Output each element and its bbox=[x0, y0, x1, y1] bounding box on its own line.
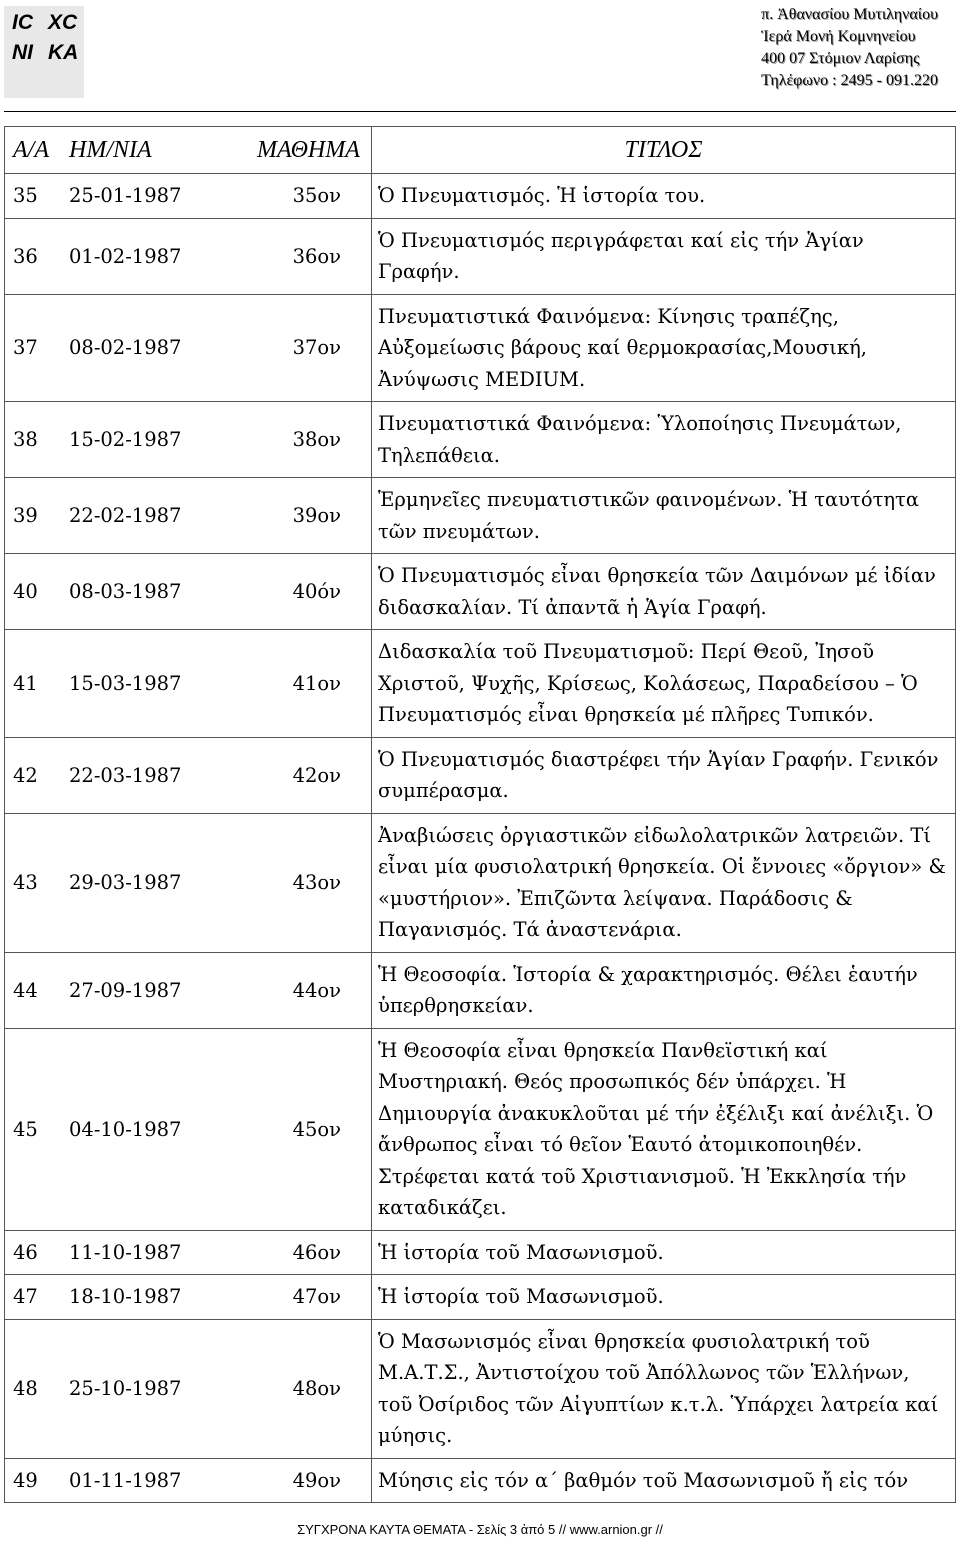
row-date: 22-03-1987 bbox=[55, 737, 197, 813]
row-lesson: 46ον bbox=[197, 1230, 372, 1275]
row-lesson: 42ον bbox=[197, 737, 372, 813]
header-lesson: ΜΑΘΗΜΑ bbox=[197, 127, 372, 174]
row-title: Ἡ ἱστορία τοῦ Μασωνισμοῦ. bbox=[372, 1275, 956, 1320]
row-title: Πνευματιστικά Φαινόμενα: Κίνησις τραπέζης, Αὐξομείωσις βάρους καί θερμοκρασίας,Μουσική, Ἀνύψωσις MEDIUM. bbox=[372, 294, 956, 402]
row-lesson: 39ον bbox=[197, 478, 372, 554]
header-title: ΤΙΤΛΟΣ bbox=[372, 127, 956, 174]
row-date: 08-03-1987 bbox=[55, 554, 197, 630]
row-title: Διδασκαλία τοῦ Πνευματισμοῦ: Περί Θεοῦ, Ἰησοῦ Χριστοῦ, Ψυχῆς, Κρίσεως, Κολάσεως, Παραδείσου – Ὁ Πνευματισμός εἶναι θρησκεία μέ πλῆρες Τυπικόν. bbox=[372, 630, 956, 738]
row-title: Ὁ Μασωνισμός εἶναι θρησκεία φυσιολατρική τοῦ Μ.Α.Τ.Σ., Ἀντιστοίχου τοῦ Ἀπόλλωνος τῶν Ἑλλήνων, τοῦ Ὀσίριδος τῶν Αἰγυπτίων κ.τ.λ. Ὑπάρχει λατρεία καί μύησις. bbox=[372, 1319, 956, 1458]
row-date: 01-02-1987 bbox=[55, 218, 197, 294]
row-date: 04-10-1987 bbox=[55, 1028, 197, 1230]
monastery-address bbox=[761, 4, 938, 92]
row-lesson: 49ον bbox=[197, 1458, 372, 1503]
row-title: Ὁ Πνευματισμός εἶναι θρησκεία τῶν Δαιμόνων μέ ἰδίαν διδασκαλίαν. Τί ἀπαντᾶ ἡ Ἁγία Γραφή. bbox=[372, 554, 956, 630]
row-title: Ἑρμηνεῖες πνευματιστικῶν φαινομένων. Ἡ ταυτότητα τῶν πνευμάτων. bbox=[372, 478, 956, 554]
row-date: 29-03-1987 bbox=[55, 813, 197, 952]
row-lesson: 41ον bbox=[197, 630, 372, 738]
row-date: 15-02-1987 bbox=[55, 402, 197, 478]
table-row bbox=[5, 174, 956, 219]
row-number: 42 bbox=[5, 737, 56, 813]
row-date: 25-01-1987 bbox=[55, 174, 197, 219]
ic-xc-ni-ka-logo bbox=[4, 6, 84, 98]
logo-text-bl: NI bbox=[12, 41, 33, 64]
table-row bbox=[5, 630, 956, 738]
row-title: Ἡ ἱστορία τοῦ Μασωνισμοῦ. bbox=[372, 1230, 956, 1275]
row-number: 47 bbox=[5, 1275, 56, 1320]
row-number: 49 bbox=[5, 1458, 56, 1503]
table-row bbox=[5, 1230, 956, 1275]
header-aa: Α/Α bbox=[5, 127, 56, 174]
address-line: 400 07 Στόμιον Λαρίσης bbox=[761, 50, 920, 67]
row-lesson: 35ον bbox=[197, 174, 372, 219]
address-line: Τηλέφωνο : 2495 - 091.220 bbox=[761, 72, 938, 89]
table-row bbox=[5, 554, 956, 630]
logo-text-tl: IC bbox=[12, 11, 33, 34]
table-row bbox=[5, 294, 956, 402]
header-divider bbox=[4, 111, 956, 112]
lessons-table bbox=[4, 126, 956, 1503]
row-number: 45 bbox=[5, 1028, 56, 1230]
row-lesson: 38ον bbox=[197, 402, 372, 478]
row-lesson: 47ον bbox=[197, 1275, 372, 1320]
row-lesson: 36ον bbox=[197, 218, 372, 294]
row-title: Ἀναβιώσεις ὀργιαστικῶν εἰδωλολατρικῶν λατρειῶν. Τί εἶναι μία φυσιολατρική θρησκεία. Οἱ ἔννοιες «ὄργιον» & «μυστήριον». Ἐπιζῶντα λείψανα. Παράδοσις & Παγανισμός. Τά ἀναστενάρια. bbox=[372, 813, 956, 952]
row-number: 44 bbox=[5, 952, 56, 1028]
row-title: Ὁ Πνευματισμός διαστρέφει τήν Ἁγίαν Γραφήν. Γενικόν συμπέρασμα. bbox=[372, 737, 956, 813]
table-row bbox=[5, 402, 956, 478]
table-row bbox=[5, 478, 956, 554]
row-date: 27-09-1987 bbox=[55, 952, 197, 1028]
table-row bbox=[5, 1275, 956, 1320]
row-lesson: 44ον bbox=[197, 952, 372, 1028]
row-lesson: 45ον bbox=[197, 1028, 372, 1230]
row-number: 48 bbox=[5, 1319, 56, 1458]
table-row bbox=[5, 737, 956, 813]
row-title: Ὁ Πνευματισμός περιγράφεται καί εἰς τήν Ἁγίαν Γραφήν. bbox=[372, 218, 956, 294]
row-number: 46 bbox=[5, 1230, 56, 1275]
address-line: Ἱερά Μονή Κομνηνείου bbox=[761, 28, 916, 45]
row-lesson: 37ον bbox=[197, 294, 372, 402]
row-title: Μύησις εἰς τόν α΄ βαθμόν τοῦ Μασωνισμοῦ ἤ εἰς τόν bbox=[372, 1458, 956, 1503]
row-lesson: 40όν bbox=[197, 554, 372, 630]
row-title: Ὁ Πνευματισμός. Ἡ ἱστορία του. bbox=[372, 174, 956, 219]
header-date: ΗΜ/ΝΙΑ bbox=[55, 127, 197, 174]
row-number: 41 bbox=[5, 630, 56, 738]
table-row bbox=[5, 813, 956, 952]
address-line: π. Ἀθανασίου Μυτιληναίου bbox=[761, 6, 938, 23]
row-lesson: 48ον bbox=[197, 1319, 372, 1458]
row-date: 08-02-1987 bbox=[55, 294, 197, 402]
row-number: 36 bbox=[5, 218, 56, 294]
table-row bbox=[5, 1458, 956, 1503]
table-row bbox=[5, 218, 956, 294]
row-title: Ἡ Θεοσοφία εἶναι θρησκεία Πανθεϊστική καί Μυστηριακή. Θεός προσωπικός δέν ὑπάρχει. Ἡ Δημιουργία ἀνακυκλοῦται μέ τήν ἐξέλιξι καί ἀνέλιξι. Ὁ ἄνθρωπος εἶναι τό θεῖον Ἑαυτό ἀτομικοποιηθέν. Στρέφεται κατά τοῦ Χριστιανισμοῦ. Ἡ Ἐκκλησία τήν καταδικάζει. bbox=[372, 1028, 956, 1230]
logo-text-br: KA bbox=[48, 41, 79, 64]
page-footer: ΣΥΓΧΡΟΝΑ ΚΑΥΤΑ ΘΕΜΑΤΑ - Σελίς 3 ἀπό 5 // www.arnion.gr // bbox=[297, 1522, 663, 1537]
row-date: 01-11-1987 bbox=[55, 1458, 197, 1503]
table-row bbox=[5, 1319, 956, 1458]
table-header-row bbox=[5, 127, 956, 174]
row-number: 37 bbox=[5, 294, 56, 402]
row-date: 15-03-1987 bbox=[55, 630, 197, 738]
row-number: 38 bbox=[5, 402, 56, 478]
row-number: 43 bbox=[5, 813, 56, 952]
row-date: 11-10-1987 bbox=[55, 1230, 197, 1275]
table-row bbox=[5, 952, 956, 1028]
row-number: 40 bbox=[5, 554, 56, 630]
row-date: 18-10-1987 bbox=[55, 1275, 197, 1320]
row-title: Ἡ Θεοσοφία. Ἱστορία & χαρακτηρισμός. Θέλει ἑαυτήν ὑπερθρησκείαν. bbox=[372, 952, 956, 1028]
row-number: 35 bbox=[5, 174, 56, 219]
row-date: 25-10-1987 bbox=[55, 1319, 197, 1458]
row-number: 39 bbox=[5, 478, 56, 554]
row-date: 22-02-1987 bbox=[55, 478, 197, 554]
logo-text-tr: XC bbox=[48, 11, 78, 34]
row-title: Πνευματιστικά Φαινόμενα: Ὑλοποίησις Πνευμάτων, Τηλεπάθεια. bbox=[372, 402, 956, 478]
row-lesson: 43ον bbox=[197, 813, 372, 952]
table-row bbox=[5, 1028, 956, 1230]
